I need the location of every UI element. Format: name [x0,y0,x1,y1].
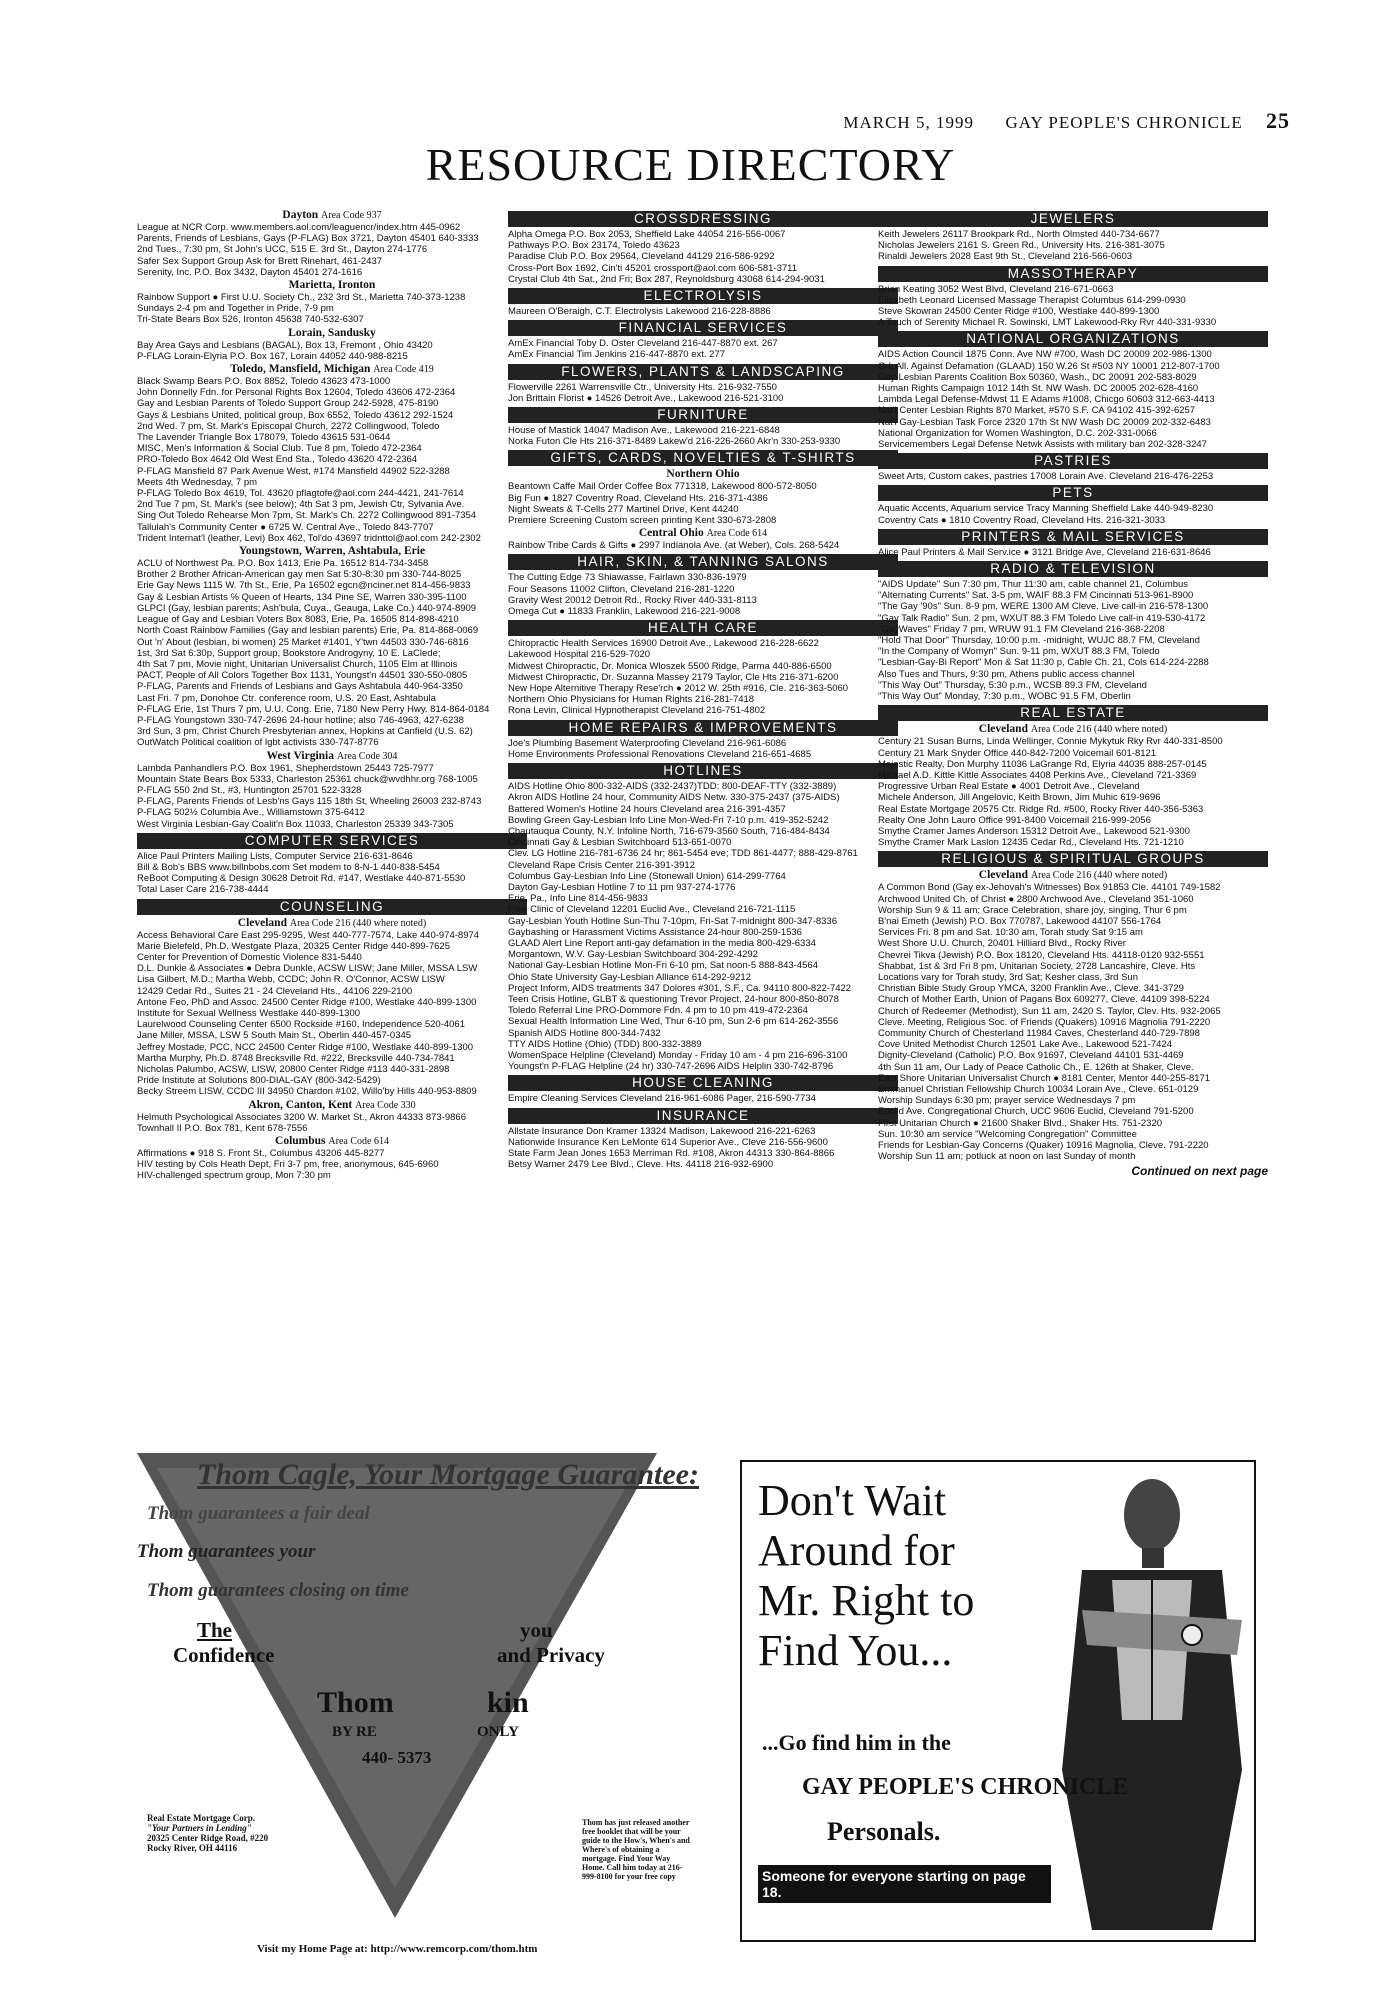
personals-go-find: ...Go find him in the [762,1730,951,1755]
listing-entry: Steve Skowran 24500 Center Ridge #100, Westlake 440-899-1300 [878,306,1160,318]
listing-entry: Gay and Lesbian Parents of Toledo Support Group 242-5928, 475-8190 [137,398,439,410]
listing-entry: Progressive Urban Real Estate ● 4001 Detroit Ave., Cleveland [878,781,1140,793]
region-heading [137,209,527,222]
category-header: HEALTH CARE [508,620,898,636]
listing-entry: P-FLAG Lorain-Elyria P.O. Box 167, Lorain 44052 440-988-8215 [137,350,408,362]
listing-entry: AIDS Hotline Ohio 800-332-AIDS (332-2437)TDD: 800-DEAF-TTY (332-3889) [508,781,837,793]
region-heading [137,917,527,930]
listing-entry: Home Environments Professional Renovations Cleveland 216-651-4685 [508,748,812,760]
listing-entry: Gays & Lesbians United, political group, Box 6552, Toledo 43612 292-1524 [137,409,454,421]
listing-entry: A Touch of Serenity Michael R. Sowinski, LMT Lakewood-Rky Rvr 440-331-9330 [878,317,1217,329]
listing-entry: New Hope Alternitive Therapy Rese'rch ● 2012 W. 25th #916, Cle. 216-363-5060 [508,683,849,695]
listing-entry: Sun. 10:30 am service "Welcoming Congregation" Committee [878,1128,1137,1140]
region-heading [137,750,527,763]
listing-entry: West Shore U.U. Church, 20401 Hilliard Blvd., Rocky River [878,938,1126,950]
listing-entry: League of Gay and Lesbian Voters Box 8083, Erie, Pa. 16505 814-898-4210 [137,614,459,626]
listing-entry: Nicholas Jewelers 2161 S. Green Rd., University Hts. 216-381-3075 [878,240,1165,252]
listing-entry: Gravity West 20012 Detroit Rd., Rocky River 440-331-8113 [508,594,757,606]
listing-entry: Sing Out Toledo Rehearse Mon 7pm, St. Mark's Ch. 2272 Collingwood 891-7354 [137,510,477,522]
category-header: RELIGIOUS & SPIRITUAL GROUPS [878,851,1268,867]
listing-entry: National Organization for Women Washington, D.C. 202-331-0066 [878,427,1157,439]
listing-entry: Church of Mother Earth, Union of Pagans Box 609277, Cleve. 44109 398-5224 [878,994,1210,1006]
listing-entry: Cross-Port Box 1692, Cin'ti 45201 crossport@aol.com 606-581-3711 [508,262,798,274]
listing-entry: Premiere Screening Custom screen printing Kent 330-673-2808 [508,515,777,527]
listing-entry: Nicholas Palumbo, ACSW, LISW, 20800 Center Ridge #113 440-331-2898 [137,1064,450,1075]
region-heading [137,1099,527,1112]
listing-entry: Marie Bielefeld, Ph.D. Westgate Plaza, 20325 Center Ridge 440-899-7625 [137,940,450,952]
category-header: PETS [878,485,1268,501]
listing-entry: Night Sweats & T-Cells 277 Martinel Drive, Kent 44240 [508,503,739,515]
listing-entry: Nationwide Insurance Ken LeMonte 614 Superior Ave., Cleve 216-556-9600 [508,1136,828,1148]
listing-entry: First Unitarian Church ● 21600 Shaker Blvd., Shaker Hts. 751-2320 [878,1117,1163,1129]
listing-entry: Crystal Club 4th Sat., 2nd Fri; Box 287, Reynoldsburg 43068 614-294-9031 [508,273,825,285]
ad-phone: 440- 5373 [362,1748,432,1767]
listing-entry: Morgantown, W.V. Gay-Lesbian Switchboard 304-292-4292 [508,949,758,961]
listing-entry: Alice Paul Printers & Mail Serv.ice ● 3121 Bridge Ave, Cleveland 216-631-8646 [878,546,1211,558]
listing-entry: The Cutting Edge 73 Shiawasse, Fairlawn 330-836-1979 [508,572,747,584]
listing-entry: Jane Miller, MSSA, LSW 5 South Main St., Oberlin 440-457-0345 [137,1030,412,1042]
listing-entry: "Hold That Door" Thursday, 10:00 p.m. -midnight, WUJC 88.7 FM, Cleveland [878,635,1200,647]
listing-entry: Tallulah's Community Center ● 6725 W. Central Ave., Toledo 843-7707 [137,521,434,533]
listing-entry: PRO-Toledo Box 4642 Old West End Sta., Toledo 43620 472-2364 [137,454,418,466]
listing-entry: Realty One John Lauro Office 991-8400 Voicemail 216-999-2056 [878,814,1151,826]
area-code: Area Code 216 (440 where noted) [289,917,427,929]
category-header: HOME REPAIRS & IMPROVEMENTS [508,720,898,736]
listing-entry: Allstate Insurance Don Kramer 13324 Madison, Lakewood 216-221-6263 [508,1125,816,1137]
listing-entry: P-FLAG Erie, 1st Thurs 7 pm, U.U. Cong. Erie, 7180 New Perry Hwy. 814-864-0184 [137,703,490,715]
paper-name: GAY PEOPLE'S CHRONICLE [1005,113,1243,132]
area-code: Area Code 937 [321,210,382,221]
category-header: JEWELERS [878,211,1268,227]
ad-by: BY RE [332,1724,377,1740]
listing-entry: Gay & Lesbian Artists ℅ Queen of Hearts, 134 Pine SE, Warren 330-395-1100 [137,591,467,603]
listing-entry: Lambda Panhandlers P.O. Box 1961, Shepherdstown 25443 725-7977 [137,762,434,774]
listing-entry: Lisa Gilbert, M.D.; Martha Webb, CCDC; John R. O'Connor, ACSW LISW [137,974,445,986]
listing-entry: Shabbat, 1st & 3rd Fri 8 pm, Unitarian Society, 2728 Lancashire, Cleve. Hts [878,960,1196,972]
region-heading [137,545,527,558]
listing-entry: Townhall II P.O. Box 781, Kent 678-7556 [137,1122,308,1134]
listing-entry: GLAAD Alert Line Report anti-gay defamation in the media 800-429-6334 [508,937,816,949]
region-name: Youngstown, Warren, Ashtabula, Erie [238,545,426,558]
listing-entry: Christian Bible Study Group YMCA, 3200 Franklin Ave., Cleve. 341-3729 [878,983,1184,995]
listing-entry: ACLU of Northwest Pa. P.O. Box 1413, Erie Pa. 16512 814-734-3458 [137,558,429,570]
listing-entry: Toledo Referral Line PRO-Dommore Fdn. 4 pm to 10 pm 419-472-2364 [508,1005,808,1017]
listing-entry: National Gay-Lesbian Hotline Mon-Fri 6-10 pm, Sat noon-5 888-843-4564 [508,960,818,972]
issue-date: MARCH 5, 1999 [843,113,974,132]
listing-entry: Joe's Plumbing Basement Waterproofing Cleveland 216-961-6086 [508,737,787,749]
category-header: GIFTS, CARDS, NOVELTIES & T-SHIRTS [508,450,898,466]
listing-entry: Free Clinic of Cleveland 12201 Euclid Ave., Cleveland 216-721-1115 [508,904,796,916]
listing-entry: Euclid Ave. Congregational Church, UCC 9606 Euclid, Cleveland 791-5200 [878,1106,1194,1118]
listing-entry: Columbus Gay-Lesbian Info Line (Stonewall Union) 614-299-7764 [508,870,786,882]
listing-entry: PACT, People of All Colors Together Box 1131, Youngst'n 44501 330-550-0805 [137,670,468,682]
category-header: MASSOTHERAPY [878,266,1268,282]
listing-entry: Meets 4th Wednesday, 7 pm [137,476,258,488]
listing-entry: West Virginia Lesbian-Gay Coalit'n Box 11033, Charleston 25339 343-7305 [137,818,454,830]
listing-entry: Nat'l Center Lesbian Rights 870 Market, #570 S.F. CA 94102 415-392-6257 [878,405,1196,417]
listing-entry: Archwood United Ch. of Christ ● 2800 Archwood Ave., Cleveland 351-1060 [878,893,1194,905]
listing-entry: Center for Prevention of Domestic Violence 831-5440 [137,951,362,963]
listing-entry: Dignity-Cleveland (Catholic) P.O. Box 91697, Cleveland 44101 531-4469 [878,1050,1184,1062]
personals-page-bar: Someone for everyone starting on page 18. [758,1865,1051,1903]
listing-entry: AmEx Financial Tim Jenkins 216-447-8870 ext. 277 [508,349,726,361]
listing-entry: Alice Paul Printers Mailing Lists, Computer Service 216-631-8646 [137,850,413,862]
listing-entry: MISC, Men's Information & Social Club. Tue 8 pm, Toledo 472-2364 [137,443,422,455]
listing-entry: Elizabeth Leonard Licensed Massage Therapist Columbus 614-299-0930 [878,294,1186,306]
listing-entry: Trident Internat'l (leather, Levi) Box 462, Tol'do 43697 tridnttol@aol.com 242-2302 [137,532,481,544]
listing-entry: Betsy Warner 2479 Lee Blvd., Cleve. Hts. 44118 216-932-6900 [508,1159,774,1171]
listing-entry: Cove United Methodist Church 12501 Lake Ave., Lakewood 521-7424 [878,1039,1172,1051]
listing-entry: Chevrei Tikva (Jewish) P.O. Box 18120, Cleveland Hts. 44118-0120 932-5551 [878,949,1205,961]
page-number: 25 [1266,108,1290,133]
listing-entry: East Shore Unitarian Universalist Church ● 8181 Center, Mentor 440-255-8171 [878,1072,1211,1084]
listing-entry: Keith Jewelers 26117 Brookpark Rd., North Olmsted 440-734-6677 [878,229,1160,240]
listing-entry: D.L. Dunkle & Associates ● Debra Dunkle, ACSW LISW; Jane Miller, MSSA LSW [137,963,478,975]
directory-column-2 [508,208,898,1170]
personals-headline: Don't Wait Around for Mr. Right to Find You... [758,1476,975,1675]
region-name: Columbus [275,1135,326,1148]
category-header: FLOWERS, PLANTS & LANDSCAPING [508,364,898,380]
ad-blurb: Thom has just released another free booklet that will be your guide to the How's, When's and Where's of obtaining a mortgage. Find Your Way Home. Call him today at 216-999-8100 for your free copy [582,1818,690,1881]
category-header: COUNSELING [137,899,527,915]
region-name: Northern Ohio [666,468,740,481]
listing-entry: Bowling Green Gay-Lesbian Info Line Mon-Wed-Fri 7-10 p.m. 419-352-5242 [508,814,829,826]
listing-entry: Sundays 2-4 pm and Together in Pride, 7-9 pm [137,303,334,315]
personals-word: Personals. [827,1817,941,1846]
listing-entry: Four Seasons 11002 Clifton, Cleveland 216-281-1220 [508,583,735,595]
listing-entry: Servicemembers Legal Defense Netwk Assists with military ban 202-328-3247 [878,439,1207,451]
region-name: Cleveland [978,723,1028,736]
listing-entry: HIV testing by Cols Heath Dept, Fri 3-7 pm, free, anonymous, 645-6960 [137,1159,439,1171]
listing-entry: P-FLAG Mansfield 87 Park Avenue West, #174 Mansfield 44902 522-3288 [137,465,450,477]
listing-entry: Tri-State Bears Box 526, Ironton 45638 740-532-6307 [137,314,364,326]
category-header: HOTLINES [508,763,898,779]
category-header: INSURANCE [508,1108,898,1124]
listing-entry: Spanish AIDS Hotline 800-344-7432 [508,1027,661,1039]
category-header: REAL ESTATE [878,705,1268,721]
listing-entry: Also Tues and Thurs, 9:30 pm, Athens public access channel [878,668,1135,680]
listing-entry: "In the Company of Womyn" Sun. 9-11 pm, WXUT 88.3 FM, Toledo [878,646,1160,658]
ad-company: Real Estate Mortgage Corp. [147,1813,255,1823]
listing-entry: Mountain State Bears Box 5333, Charleston 25361 chuck@wvdhhr.org 768-1005 [137,773,478,785]
region-heading [137,327,527,340]
listing-entry: Nat'l Gay-Lesbian Task Force 2320 17th St NW Wash DC 20009 202-332-6483 [878,416,1211,428]
ad-only: ONLY [477,1724,519,1740]
listing-entry: Project Inform, AIDS treatments 347 Dolores #301, S.F., Ca. 94110 800-822-7422 [508,982,852,994]
listing-entry: Services Fri. 8 pm and Sat. 10:30 am, Torah study Sat 9:15 am [878,927,1143,939]
listing-entry: Big Fun ● 1827 Coventry Road, Cleveland Hts. 216-371-4386 [508,492,768,504]
listing-entry: State Farm Jean Jones 1653 Merriman Rd. #108, Akron 44313 330-864-8866 [508,1147,835,1159]
ad-the: The [197,1618,233,1642]
listing-entry: Akron AIDS Hotline 24 hour, Community AIDS Netw. 330-375-2437 (375-AIDS) [508,792,840,804]
category-header: ELECTROLYSIS [508,288,898,304]
area-code: Area Code 216 (440 where noted) [1030,724,1168,736]
listing-entry: Safer Sex Support Group Ask for Brett Rinehart, 461-2437 [137,255,383,267]
category-header: COMPUTER SERVICES [137,833,527,849]
region-name: Marietta, Ironton [288,279,376,292]
listing-entry: Lakewood Hospital 216-529-7020 [508,649,651,661]
region-heading [878,869,1268,882]
listing-entry: "Lesbian-Gay-Bi Report" Mon & Sat 11:30 p, Cable Ch. 21, Cols 614-224-2288 [878,657,1209,669]
listing-entry: Sweet Arts, Custom cakes, pastries 17008 Lorain Ave. Cleveland 216-476-2253 [878,471,1214,483]
listing-entry: Paradise Club P.O. Box 29564, Cleveland 44129 216-586-9292 [508,251,775,263]
listing-entry: "GayWaves" Friday 7 pm, WRUW 91.1 FM Cleveland 216-368-2208 [878,623,1165,635]
ad-visit-link: Visit my Home Page at: http://www.remcorp.com/thom.htm [257,1943,538,1955]
listing-entry: Midwest Chiropractic, Dr. Suzanna Massey 2179 Taylor, Cle Hts 216-371-6200 [508,671,839,683]
listing-entry: Ohio State University Gay-Lesbian Alliance 614-292-9212 [508,971,751,983]
listing-entry: 2nd Tue 7 pm, St. Mark's (see below); 4th Sat 3 pm, Jewish Ctr, Sylvania Ave. [137,499,465,511]
listing-entry: Community Church of Chesterland 11984 Caves, Chesterland 440-729-7898 [878,1027,1200,1039]
ad-address-1: 20325 Center Ridge Road, #220 [147,1833,269,1843]
listing-entry: OutWatch Political coalition of lgbt activists 330-747-8776 [137,737,379,749]
listing-entry: Century 21 Susan Burns, Linda Wellinger, Connie Mykytuk Rky Rvr 440-331-8500 [878,736,1223,748]
listing-entry: League at NCR Corp. www.members.aol.com/leaguencr/index.htm 445-0962 [137,222,461,233]
listing-entry: Coventry Cats ● 1810 Coventry Road, Cleveland Hts. 216-321-3033 [878,514,1166,526]
listing-entry: Friends for Lesbian-Gay Concerns (Quaker) 10916 Magnolia, Cleve. 791-2220 [878,1140,1209,1151]
listing-entry: Smythe Cramer Mark Laslon 12435 Cedar Rd., Cleveland Hts. 721-1210 [878,837,1184,849]
listing-entry: Aquatic Accents, Aquarium service Tracy Manning Sheffield Lake 440-949-8230 [878,503,1214,515]
listing-entry: Cincinnati Gay & Lesbian Switchboard 513-651-0070 [508,837,732,849]
area-code: Area Code 216 (440 where noted) [1030,870,1168,882]
listing-entry: Clev. LG Hotline 216-781-6736 24 hr; 861-5454 eve; TDD 861-4477; 888-429-8761 [508,848,858,860]
listing-entry: ReBoot Computing & Design 30628 Detroit Rd. #147, Westlake 440-871-5530 [137,873,466,885]
listing-entry: Smythe Cramer James Anderson 15312 Detroit Ave., Lakewood 521-9300 [878,825,1190,837]
region-heading [137,363,527,376]
listing-entry: Sexual Health Information Line Wed, Thur 6-10 pm, Sun 2-6 pm 614-262-3556 [508,1016,839,1028]
category-header: NATIONAL ORGANIZATIONS [878,331,1268,347]
category-header: HAIR, SKIN, & TANNING SALONS [508,554,898,570]
category-header: RADIO & TELEVISION [878,561,1268,577]
listing-entry: Gay-Lesbian Youth Hotline Sun-Thu 7-10pm, Fri-Sat 7-midnight 800-347-8336 [508,915,837,927]
listing-entry: Last Fri. 7 pm, Donohoe Ctr. conference room, U.S. 20 East, Ashtabula [137,692,436,704]
listing-entry: Affirmations ● 918 S. Front St., Columbus 43206 445-8277 [137,1148,385,1160]
ad-line-1: Thom guarantees a fair deal [147,1503,370,1524]
listing-entry: Martha Murphy, Ph.D. 8748 Brecksville Rd. #222, Brecksville 440-734-7841 [137,1052,455,1064]
listing-entry: Jon Brittain Florist ● 14526 Detroit Ave., Lakewood 216-521-3100 [508,392,784,404]
region-heading [508,527,898,540]
listing-entry: Rainbow Tribe Cards & Gifts ● 2997 Indianola Ave. (at Weber), Cols. 268-5424 [508,540,840,552]
listing-entry: The Lavender Triangle Box 178079, Toledo 43615 531-0644 [137,432,391,444]
listing-entry: Michele Anderson, Jill Angelovic, Keith Brown, Jim Muhic 619-9696 [878,792,1161,804]
listing-entry: Human Rights Campaign 1012 14th St. NW Wash. DC 20005 202-628-4160 [878,383,1199,395]
listing-entry: Beantown Caffe Mail Order Coffee Box 771318, Lakewood 800-572-8050 [508,481,817,493]
region-heading [137,279,527,292]
listing-entry: Chautauqua County, N.Y. Infoline North, 716-679-3560 South, 716-484-8434 [508,825,830,837]
listing-entry: GLPCI (Gay, lesbian parents; Ash'bula, Cuya., Geauga, Lake Co.) 440-974-8909 [137,602,477,614]
listing-entry: Total Laser Care 216-738-4444 [137,884,269,896]
region-name: Dayton [282,209,319,221]
region-name: West Virginia [266,749,334,762]
listing-entry: John Donnelly Fdn. for Personal Rights Box 12604, Toledo 43606 472-2364 [137,387,456,399]
listing-entry: "AIDS Update" Sun 7:30 pm, Thur 11:30 am, cable channel 21, Columbus [878,579,1189,591]
listing-entry: Access Behavioral Care East 295-9295, West 440-777-7574, Lake 440-974-8974 [137,929,480,941]
listing-entry: Locations vary for Torah study, 3rd Sat; Kesher class, 3rd Sun [878,971,1138,983]
listing-entry: House of Mastick 14047 Madison Ave., Lakewood 216-221-6848 [508,425,780,437]
listing-entry: Rainbow Support ● First U.U. Society Ch., 232 3rd St., Marietta 740-373-1238 [137,292,466,304]
listing-entry: Worship Sun 11 am; potluck at noon on last Sunday of month [878,1151,1136,1163]
ad-address-2: Rocky River, OH 44116 [147,1843,238,1853]
ad-company-info [147,1813,268,1853]
listing-entry: Teen Crisis Hotline, GLBT & questioning Trevor Project, 24-hour 800-850-8078 [508,993,839,1005]
ad-thom: Thom [317,1686,394,1719]
category-header: CROSSDRESSING [508,211,898,227]
listing-entry: Cleveland Rape Crisis Center 216-391-3912 [508,859,695,871]
category-header: FURNITURE [508,407,898,423]
listing-entry: Gaybashing or Harassment Victims Assistance 24-hour 800-259-1536 [508,926,802,938]
listing-entry: Black Swamp Bears P.O. Box 8852, Toledo 43623 473-1000 [137,376,391,388]
region-name: Akron, Canton, Kent [248,1098,353,1111]
listing-entry: Lambda Legal Defense-Mdwst 11 E Adams #1008, Chicgo 60603 312-663-4413 [878,394,1215,406]
listing-entry: Institute for Sexual Wellness Westlake 440-899-1300 [137,1007,361,1019]
directory-column-3 [878,208,1268,1178]
listing-entry: Omega Cut ● 11833 Franklin, Lakewood 216-221-9008 [508,606,741,618]
page-title: RESOURCE DIRECTORY [425,139,956,190]
listing-entry: Parents, Friends of Lesbians, Gays (P-FLAG) Box 3721, Dayton 45401 640-3333 [137,233,479,245]
listing-entry: Michael A.D. Kittle Kittle Associates 4408 Perkins Ave., Cleveland 721-3369 [878,769,1197,781]
category-header: FINANCIAL SERVICES [508,320,898,336]
listing-entry: G-L All. Against Defamation (GLAAD) 150 W.26 St #503 NY 10001 212-807-1700 [878,360,1220,372]
category-header: PRINTERS & MAIL SERVICES [878,529,1268,545]
ad-tagline: "Your Partners in Lending" [147,1823,252,1833]
listing-entry: P-FLAG 502½ Columbia Ave., Williamstown 375-6412 [137,807,365,819]
ad-heading: Thom Cagle, Your Mortgage Guarantee: [197,1458,699,1491]
listing-entry: P-FLAG 550 2nd St., #3, Huntington 25701 522-3328 [137,784,362,796]
region-heading [137,1135,527,1148]
listing-entry: P-FLAG, Parents and Friends of Lesbians and Gays Ashtabula 440-964-3350 [137,681,463,693]
listing-entry: P-FLAG Youngstown 330-747-2696 24-hour hotline; also 746-4963, 427-6238 [137,714,464,726]
listing-entry: 4th Sun 11 am, Our Lady of Peace Catholic Ch., E. 126th at Shaker, Cleve. [878,1061,1194,1073]
listing-entry: "The Gay '90s" Sun. 8-9 pm, WERE 1300 AM Cleve. Live call-in 216-578-1300 [878,601,1209,613]
ad-line-3: Thom guarantees closing on time [147,1580,409,1601]
listing-entry: Midwest Chiropractic, Dr. Monica Wloszek 5500 Ridge, Parma 440-886-6500 [508,660,832,672]
region-name: Cleveland [237,916,287,929]
listing-entry: Real Estate Mortgage 20575 Ctr. Ridge Rd. #500, Rocky River 440-356-5363 [878,803,1204,815]
listing-entry: WomenSpace Helpline (Cleveland) Monday - Friday 10 am - 4 pm 216-696-3100 [508,1049,848,1061]
listing-entry: Brian Keating 3052 West Blvd, Cleveland 216-671-0663 [878,283,1114,295]
listing-entry: P-FLAG Toledo Box 4619, Tol. 43620 pflagtofe@aol.com 244-4421, 241-7614 [137,488,464,500]
listing-entry: "Gay Talk Radio" Sun. 2 pm, WXUT 88.3 FM Toledo Live call-in 419-530-4172 [878,612,1206,624]
listing-entry: Alpha Omega P.O. Box 2053, Sheffield Lake 44054 216-556-0067 [508,229,786,240]
listing-entry: Bill & Bob's BBS www.billnbobs.com Set modem to 8-N-1 440-838-5454 [137,861,440,873]
listing-entry: HIV-challenged spectrum group, Mon 7:30 pm [137,1170,331,1182]
listing-entry: "This Way Out" Monday, 7:30 p.m., WOBC 91.5 FM, Oberlin [878,691,1131,703]
region-name: Central Ohio [638,527,704,540]
continued-note: Continued on next page [1131,1164,1268,1179]
listing-entry: Erie, Pa., Info Line 814-456-9833 [508,893,648,905]
listing-entry: Serenity, Inc. P.O. Box 3432, Dayton 45401 274-1616 [137,266,363,278]
ad-privacy: and Privacy [497,1643,605,1667]
listing-entry: Chiropractic Health Services 16900 Detroit Ave., Lakewood 216-228-6622 [508,638,819,650]
listing-entry: Out 'n' About (lesbian, bi women) 25 Market #1401, Y'twn 44503 330-746-6816 [137,636,469,648]
region-heading [878,723,1268,736]
listing-entry: Majestic Realty, Don Murphy 11036 LaGrange Rd, Elyria 44035 888-257-0145 [878,758,1207,770]
listing-entry: Pathways P.O. Box 23174, Toledo 43623 [508,240,680,252]
listing-entry: Cleve. Meeting, Religious Soc. of Friends (Quakers) 10916 Magnolia 791-2220 [878,1016,1211,1028]
chronicle-logo: GAY PEOPLE'S CHRONICLE [802,1774,1129,1800]
listing-entry: 2nd Tues., 7:30 pm, St John's UCC, 515 E. 3rd St., Dayton 274-1776 [137,244,428,256]
listing-entry: "This Way Out" Thursday, 5:30 p.m., WCSB 89.3 FM, Cleveland [878,679,1147,691]
ad-you: you [520,1618,553,1642]
ad-line-2: Thom guarantees your [137,1541,316,1562]
listing-entry: Northern Ohio Physicians for Human Rights 216-281-7418 [508,694,755,706]
listing-entry: Flowerville 2261 Warrensville Ctr., University Hts. 216-932-7550 [508,381,777,393]
ad-kin: kin [487,1686,529,1719]
listing-entry: Church of Redeemer (Methodist), Sun 11 am, 2420 S. Taylor, Clev. Hts. 932-2065 [878,1005,1221,1017]
listing-entry: Becky Streem LISW, CCDC III 34950 Chardon #102, Willo'by Hills 440-953-8809 [137,1086,477,1098]
listing-entry: North Coast Rainbow Families (Gay and lesbian parents) Erie, Pa. 814-868-0069 [137,625,479,637]
listing-entry: Battered Women's Hotline 24 hours Cleveland area 216-391-4357 [508,803,786,815]
listing-entry: Empire Cleaning Services Cleveland 216-961-6086 Pager, 216-590-7734 [508,1093,816,1105]
personals-ad [740,1460,1256,1942]
listing-entry: AmEx Financial Toby D. Oster Cleveland 216-447-8870 ext. 267 [508,338,778,350]
listing-entry: 4th Sat 7 pm, Movie night, Unitarian Universalist Church, 1105 Elm at Illinois [137,658,458,670]
ad-confidence: Confidence [173,1643,275,1667]
region-name: Lorain, Sandusky [288,326,376,339]
area-code: Area Code 330 [355,1099,416,1111]
listing-entry: Youngst'n P-FLAG Helpline (24 hr) 330-747-2696 AIDS Helplin 330-742-8796 [508,1061,834,1073]
man-with-watch-illustration [1042,1470,1247,1930]
area-code: Area Code 304 [336,750,398,762]
directory-column-1 [137,208,527,1182]
listing-entry: Maureen O'Beraigh, C.T. Electrolysis Lakewood 216-228-8886 [508,306,771,318]
listing-entry: Bay Area Gays and Lesbians (BAGAL), Box 13, Fremont , Ohio 43420 [137,339,433,351]
area-code: Area Code 614 [706,528,768,540]
listing-entry: Rinaldi Jewelers 2028 East 9th St., Cleveland 216-566-0603 [878,251,1133,263]
listing-entry: "Alternating Currents" Sat. 3-5 pm, WAIF 88.3 FM Cincinnati 513-961-8900 [878,590,1194,602]
listing-entry: P-FLAG, Parents Friends of Lesb'ns Gays 115 18th St, Wheeling 26003 232-8743 [137,796,482,808]
mortgage-ad [137,1448,730,1990]
region-name: Toledo, Mansfield, Michigan [230,363,371,376]
category-header: PASTRIES [878,453,1268,469]
listing-entry: Worship Sun 9 & 11 am; Grace Celebration, share joy, singing, Thur 6 pm [878,904,1187,916]
listing-entry: Rona Levin, Clinical Hypnotherapist Cleveland 216-751-4802 [508,705,766,717]
listing-entry: 3rd Sun, 3 pm, Christ Church Presbyterian annex, Hopkins at Canfield (U.S. 62) [137,726,473,738]
listing-entry: Pride Institute at Solutions 800-DIAL-GAY (800-342-5429) [137,1075,381,1087]
listing-entry: 1st, 3rd Sat 6:30p, Support group, Bookstore Androgyny, 10 E. LaClede; [137,647,441,659]
listing-entry: TTY AIDS Hotline (Ohio) (TDD) 800-332-3889 [508,1038,702,1050]
region-name: Cleveland [978,869,1028,882]
area-code: Area Code 614 [328,1136,389,1148]
listing-entry: Dayton Gay-Lesbian Hotline 7 to 11 pm 937-274-1776 [508,881,736,893]
listing-entry: Laurelwood Counseling Center 6500 Rockside #160, Independence 520-4061 [137,1019,465,1031]
listing-entry: Jeffrey Mostade, PCC, NCC 24500 Center Ridge #100, Westlake 440-899-1300 [137,1041,474,1053]
category-header: HOUSE CLEANING [508,1075,898,1091]
region-heading [508,468,898,481]
listing-entry: Gay-Lesbian Parents Coalition Box 50360, Wash., DC 20091 202-583-8029 [878,371,1197,383]
listing-entry: Century 21 Mark Snyder Office 440-842-7200 Voicemail 601-8121 [878,747,1157,759]
listing-entry: Brother 2 Brother African-American gay men Sat 5:30-8:30 pm 330-744-8025 [137,569,462,581]
listing-entry: Antone Feo, PhD and Assoc. 24500 Center Ridge #100, Westlake 440-899-1300 [137,996,477,1008]
listing-entry: 2nd Wed. 7 pm, St. Mark's Episcopal Church, 2272 Collingwood, Toledo [137,420,440,432]
listing-entry: Helmuth Psychological Associates 3200 W. Market St., Akron 44333 873-9866 [137,1111,466,1123]
page-header [0,108,1290,134]
listing-entry: Worship Sundays 6:30 pm; prayer service Wednesdays 7 pm [878,1095,1136,1107]
area-code: Area Code 419 [373,364,434,376]
listing-entry: Norka Futon Cle Hts 216-371-8489 Lakew'd 216-226-2660 Akr'n 330-253-9330 [508,436,841,448]
listing-entry: 12429 Cedar Rd., Suites 21 - 24 Cleveland Hts., 44106 229-2100 [137,985,413,997]
listing-entry: Emmanuel Christian Fellowship Church 10034 Lorain Ave., Cleve. 651-0129 [878,1083,1199,1095]
listing-entry: B'nai Emeth (Jewish) P.O. Box 770787, Lakewood 44107 556-1764 [878,915,1162,927]
listing-entry: Erie Gay News 1115 W. 7th St., Erie, Pa 16502 egcn@nciner.net 814-456-9833 [137,580,471,592]
listing-entry: A Common Bond (Gay ex-Jehovah's Witnesses) Box 91853 Cle. 44101 749-1582 [878,882,1221,894]
listing-entry: AIDS Action Council 1875 Conn. Ave NW #700, Wash DC 20009 202-986-1300 [878,349,1212,361]
